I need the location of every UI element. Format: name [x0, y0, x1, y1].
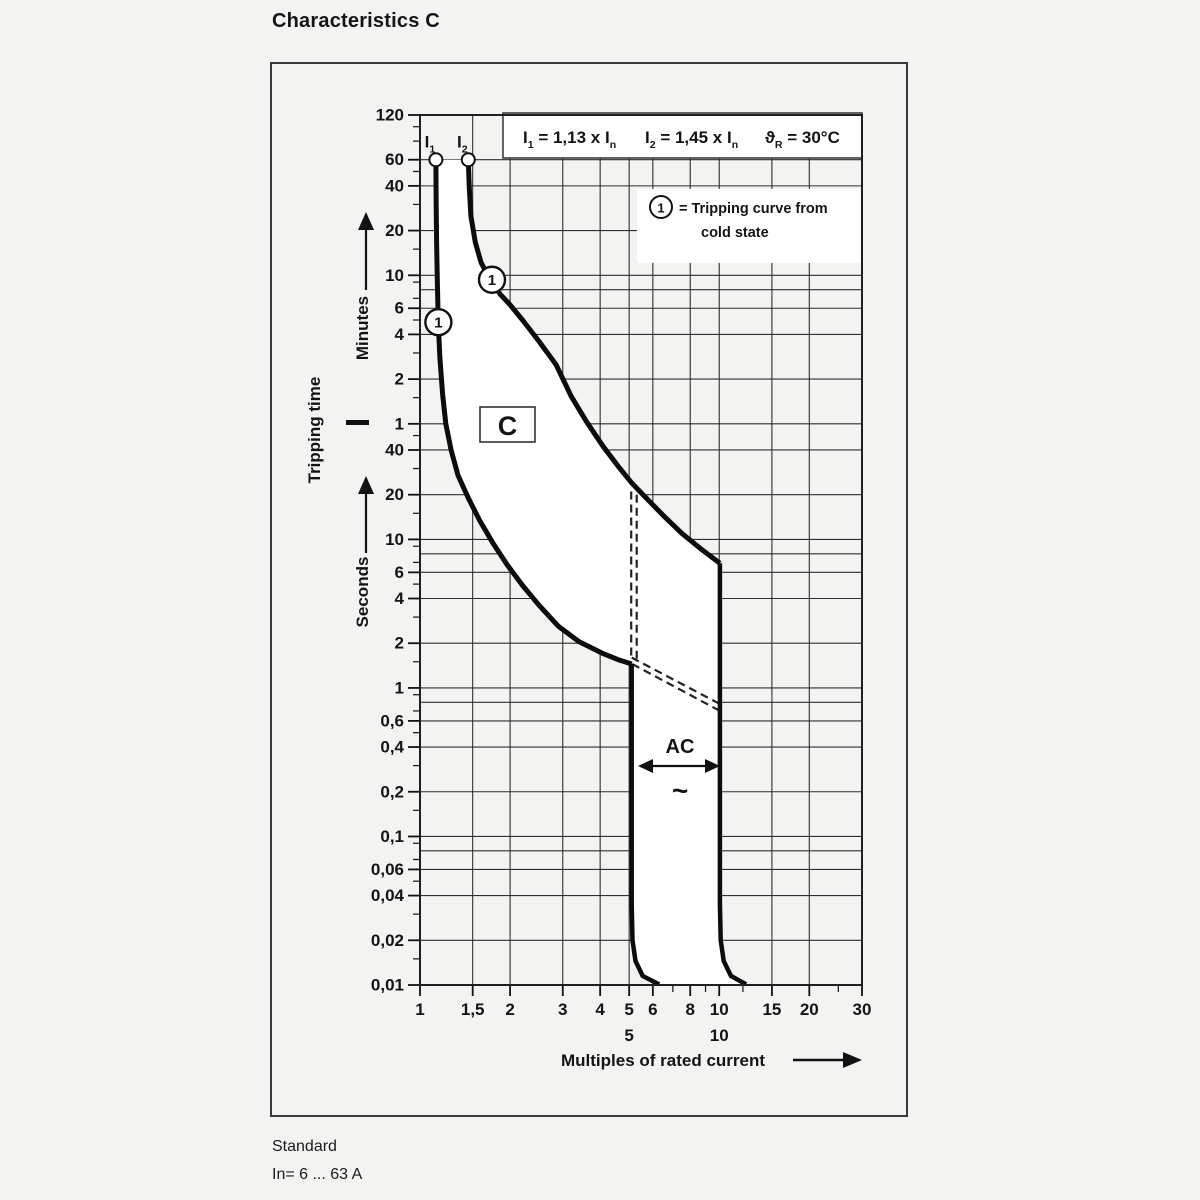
svg-text:10: 10: [709, 1026, 729, 1045]
svg-text:20: 20: [799, 1000, 819, 1019]
svg-text:60: 60: [385, 150, 404, 170]
svg-text:10: 10: [385, 265, 404, 285]
svg-text:AC: AC: [665, 736, 695, 758]
svg-text:4: 4: [394, 589, 404, 609]
svg-text:0,06: 0,06: [370, 859, 404, 879]
series-magnetic-trip-upper: [720, 563, 746, 984]
svg-text:0,01: 0,01: [370, 975, 404, 995]
svg-text:1: 1: [434, 314, 443, 332]
page-title: Characteristics C: [272, 10, 440, 32]
svg-text:0,6: 0,6: [380, 711, 404, 731]
svg-text:0,1: 0,1: [380, 826, 404, 846]
svg-text:4: 4: [394, 324, 404, 344]
svg-text:5: 5: [624, 1026, 634, 1045]
svg-text:10: 10: [709, 1000, 729, 1019]
svg-text:5: 5: [624, 1000, 634, 1019]
minutes-caption: Minutes: [353, 295, 372, 361]
svg-text:1: 1: [657, 200, 665, 216]
svg-text:C: C: [497, 411, 518, 441]
svg-text:1: 1: [394, 678, 404, 698]
svg-text:1: 1: [394, 414, 404, 434]
footer-standard: Standard: [272, 1138, 337, 1155]
svg-text:10: 10: [385, 529, 404, 549]
svg-text:0,2: 0,2: [380, 782, 404, 802]
svg-text:0,02: 0,02: [370, 930, 404, 950]
y-axis: [371, 106, 420, 995]
svg-text:40: 40: [385, 440, 404, 460]
svg-text:ϑR = 30°C: $ϑ_R = 30^\circ C$: [765, 128, 840, 151]
x-axis: [415, 985, 871, 1045]
svg-text:I2 = 1,45 x In: $I_2 = 1,45$ x $I_n$: [645, 128, 739, 151]
x-axis-caption: Multiples of rated current: [560, 1051, 766, 1070]
svg-text:1: 1: [487, 272, 497, 290]
svg-text:0,4: 0,4: [380, 737, 404, 757]
seconds-caption: Seconds: [353, 556, 372, 628]
svg-text:~: ~: [671, 775, 689, 806]
svg-text:6: 6: [394, 562, 404, 582]
svg-text:6: 6: [394, 298, 404, 318]
svg-text:6: 6: [648, 1000, 658, 1019]
footer-rated-current-range: In= 6 ... 63 A: [272, 1166, 363, 1183]
svg-text:0,04: 0,04: [370, 886, 404, 906]
axis-units-divider: [346, 420, 369, 425]
svg-text:8: 8: [685, 1000, 695, 1019]
svg-text:1: 1: [415, 1000, 425, 1019]
svg-text:I1: $I_1$: [424, 132, 436, 156]
svg-text:120: 120: [375, 105, 404, 125]
svg-text:I1 = 1,13 x In: $I_1 = 1,13$ x $I_n$: [523, 128, 617, 151]
svg-text:2: 2: [394, 633, 404, 653]
svg-text:1,5: 1,5: [460, 1000, 485, 1019]
svg-text:3: 3: [558, 1000, 568, 1019]
svg-text:4: 4: [595, 1000, 605, 1019]
svg-text:30: 30: [852, 1000, 872, 1019]
y-axis-caption: Tripping time: [305, 376, 324, 484]
svg-text:20: 20: [385, 485, 404, 505]
svg-text:15: 15: [762, 1000, 782, 1019]
svg-text:2: 2: [394, 369, 404, 389]
svg-text:cold state: cold state: [701, 225, 769, 241]
svg-text:I2: $I_2$: [456, 132, 468, 156]
svg-text:20: 20: [385, 221, 404, 241]
svg-text:2: 2: [505, 1000, 515, 1019]
svg-text:40: 40: [385, 176, 404, 196]
svg-text:= Tripping curve from: = Tripping curve from: [679, 201, 828, 217]
